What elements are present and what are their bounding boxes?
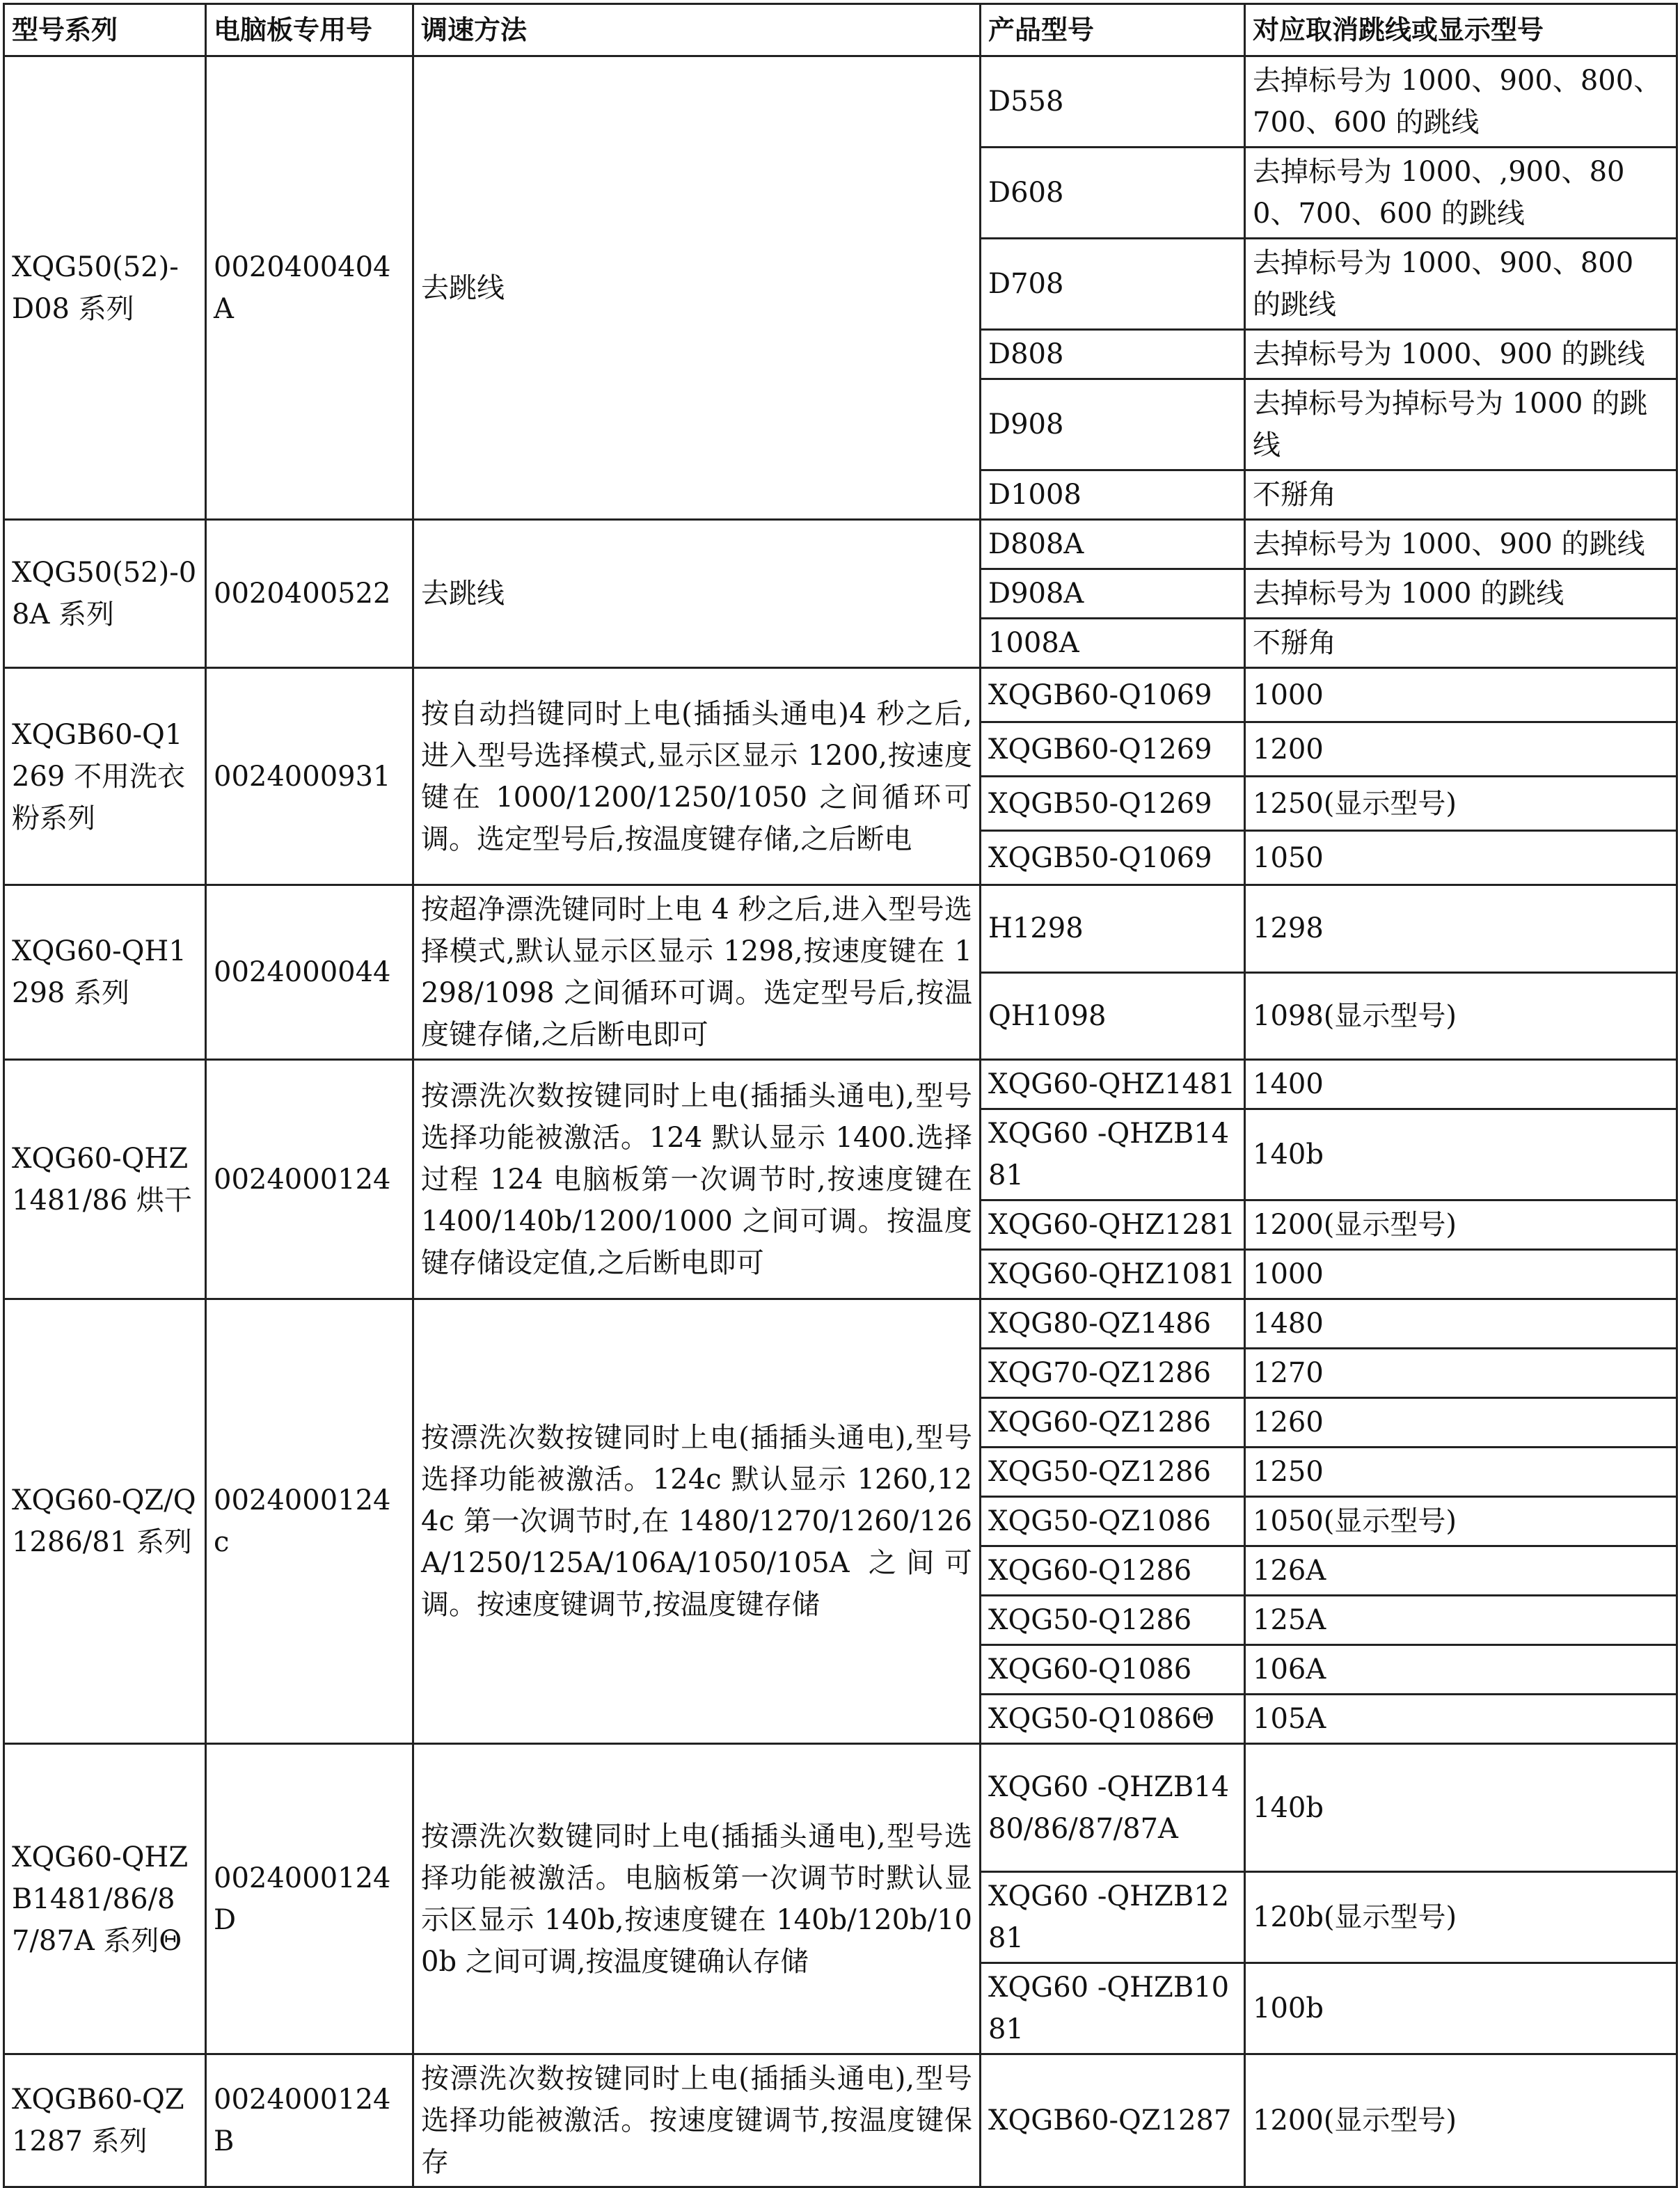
method-cell: 按漂洗次数按键同时上电(插插头通电),型号选择功能被激活。124 默认显示 1400.选择过程 124 电脑板第一次调节时,按速度键在 1400/140b/1200/1000 之间可调。按温度键存储设定值,之后断电即可 xyxy=(413,1060,981,1299)
product-cell: XQG70-QZ1286 xyxy=(981,1349,1245,1398)
product-cell: H1298 xyxy=(981,885,1245,973)
product-cell: XQG60-Q1286 xyxy=(981,1546,1245,1596)
series-cell: XQG60-QH1298 系列 xyxy=(4,885,206,1060)
method-cell: 按自动挡键同时上电(插插头通电)4 秒之后,进入型号选择模式,显示区显示 1200,按速度键在 1000/1200/1250/1050 之间循环可调。选定型号后,按温度键存储,之后断电 xyxy=(413,668,981,885)
header-row xyxy=(4,4,1677,56)
product-cell: QH1098 xyxy=(981,972,1245,1060)
display-cell: 1200(显示型号) xyxy=(1245,2054,1677,2187)
display-cell: 1000 xyxy=(1245,1250,1677,1299)
display-cell: 1298 xyxy=(1245,885,1677,973)
method-cell: 按漂洗次数按键同时上电(插插头通电),型号选择功能被激活。按速度键调节,按温度键保存 xyxy=(413,2054,981,2187)
method-cell: 按漂洗次数键同时上电(插插头通电),型号选择功能被激活。电脑板第一次调节时默认显示区显示 140b,按速度键在 140b/120b/100b 之间可调,按温度键确认存储 xyxy=(413,1744,981,2054)
display-cell: 去掉标号为掉标号为 1000 的跳线 xyxy=(1245,379,1677,470)
product-cell: D1008 xyxy=(981,470,1245,520)
display-cell: 1480 xyxy=(1245,1299,1677,1349)
product-cell: D908 xyxy=(981,379,1245,470)
product-cell: XQGB60-Q1269 xyxy=(981,722,1245,777)
product-cell: XQG60-QHZ1481 xyxy=(981,1060,1245,1109)
table-row xyxy=(4,1299,1677,1349)
header-series: 型号系列 xyxy=(4,4,206,56)
display-cell: 120b(显示型号) xyxy=(1245,1872,1677,1963)
product-cell: XQG60-Q1086 xyxy=(981,1645,1245,1695)
display-cell: 1250 xyxy=(1245,1448,1677,1497)
board-cell: 0020400522 xyxy=(206,520,413,668)
display-cell: 140b xyxy=(1245,1109,1677,1200)
display-cell: 1050(显示型号) xyxy=(1245,1497,1677,1546)
display-cell: 去掉标号为 1000 的跳线 xyxy=(1245,569,1677,619)
product-cell: XQG50-QZ1086 xyxy=(981,1497,1245,1546)
board-cell: 0024000124c xyxy=(206,1299,413,1744)
product-cell: XQG60 -QHZB1281 xyxy=(981,1872,1245,1963)
board-cell: 0024000931 xyxy=(206,668,413,885)
display-cell: 不掰角 xyxy=(1245,619,1677,668)
product-cell: XQG80-QZ1486 xyxy=(981,1299,1245,1349)
series-cell: XQG50(52)-D08 系列 xyxy=(4,56,206,520)
product-cell: XQGB60-QZ1287 xyxy=(981,2054,1245,2187)
product-cell: D808A xyxy=(981,520,1245,569)
board-cell: 0024000124B xyxy=(206,2054,413,2187)
display-cell: 去掉标号为 1000、,900、800、700、600 的跳线 xyxy=(1245,148,1677,239)
display-cell: 1270 xyxy=(1245,1349,1677,1398)
display-cell: 去掉标号为 1000、900、800 的跳线 xyxy=(1245,239,1677,330)
product-cell: XQG60 -QHZB1481 xyxy=(981,1109,1245,1200)
display-cell: 106A xyxy=(1245,1645,1677,1695)
display-cell: 1200 xyxy=(1245,722,1677,777)
product-cell: D808 xyxy=(981,330,1245,379)
display-cell: 1000 xyxy=(1245,668,1677,722)
table-row xyxy=(4,1744,1677,1872)
table-body xyxy=(4,56,1677,2187)
product-cell: XQG60-QZ1286 xyxy=(981,1398,1245,1448)
display-cell: 1250(显示型号) xyxy=(1245,777,1677,831)
method-cell: 去跳线 xyxy=(413,56,981,520)
display-cell: 125A xyxy=(1245,1596,1677,1645)
board-cell: 0020400404A xyxy=(206,56,413,520)
product-cell: XQGB50-Q1069 xyxy=(981,831,1245,885)
display-cell: 1200(显示型号) xyxy=(1245,1200,1677,1250)
header-board: 电脑板专用号 xyxy=(206,4,413,56)
product-cell: XQG60-QHZ1081 xyxy=(981,1250,1245,1299)
board-cell: 0024000124D xyxy=(206,1744,413,2054)
table-header xyxy=(4,4,1677,56)
display-cell: 105A xyxy=(1245,1695,1677,1744)
board-cell: 0024000124 xyxy=(206,1060,413,1299)
product-cell: XQG50-Q1286 xyxy=(981,1596,1245,1645)
table-row xyxy=(4,56,1677,148)
speed-config-table xyxy=(3,3,1678,2188)
product-cell: D708 xyxy=(981,239,1245,330)
display-cell: 1098(显示型号) xyxy=(1245,972,1677,1060)
product-cell: XQG60 -QHZB1480/86/87/87A xyxy=(981,1744,1245,1872)
series-cell: XQG60-QZ/Q1286/81 系列 xyxy=(4,1299,206,1744)
table-row xyxy=(4,520,1677,569)
display-cell: 去掉标号为 1000、900、800、700、600 的跳线 xyxy=(1245,56,1677,148)
series-cell: XQGB60-Q1269 不用洗衣粉系列 xyxy=(4,668,206,885)
display-cell: 126A xyxy=(1245,1546,1677,1596)
method-cell: 去跳线 xyxy=(413,520,981,668)
product-cell: XQG60-QHZ1281 xyxy=(981,1200,1245,1250)
header-product: 产品型号 xyxy=(981,4,1245,56)
display-cell: 去掉标号为 1000、900 的跳线 xyxy=(1245,330,1677,379)
display-cell: 1050 xyxy=(1245,831,1677,885)
display-cell: 100b xyxy=(1245,1963,1677,2054)
product-cell: XQGB50-Q1269 xyxy=(981,777,1245,831)
table-row xyxy=(4,1060,1677,1109)
table-row xyxy=(4,2054,1677,2187)
product-cell: D908A xyxy=(981,569,1245,619)
display-cell: 不掰角 xyxy=(1245,470,1677,520)
display-cell: 1400 xyxy=(1245,1060,1677,1109)
series-cell: XQG60-QHZB1481/86/87/87A 系列Θ xyxy=(4,1744,206,2054)
display-cell: 140b xyxy=(1245,1744,1677,1872)
board-cell: 0024000044 xyxy=(206,885,413,1060)
product-cell: XQG60 -QHZB1081 xyxy=(981,1963,1245,2054)
display-cell: 1260 xyxy=(1245,1398,1677,1448)
product-cell: XQG50-QZ1286 xyxy=(981,1448,1245,1497)
series-cell: XQG60-QHZ1481/86 烘干 xyxy=(4,1060,206,1299)
product-cell: D558 xyxy=(981,56,1245,148)
table-row xyxy=(4,668,1677,722)
display-cell: 去掉标号为 1000、900 的跳线 xyxy=(1245,520,1677,569)
series-cell: XQG50(52)-08A 系列 xyxy=(4,520,206,668)
method-cell: 按超净漂洗键同时上电 4 秒之后,进入型号选择模式,默认显示区显示 1298,按速度键在 1298/1098 之间循环可调。选定型号后,按温度键存储,之后断电即可 xyxy=(413,885,981,1060)
method-cell: 按漂洗次数按键同时上电(插插头通电),型号选择功能被激活。124c 默认显示 1260,124c 第一次调节时,在 1480/1270/1260/126A/1250/125A/106A/1050/105A 之间可调。按速度键调节,按温度键存储 xyxy=(413,1299,981,1744)
product-cell: XQGB60-Q1069 xyxy=(981,668,1245,722)
product-cell: 1008A xyxy=(981,619,1245,668)
product-cell: D608 xyxy=(981,148,1245,239)
product-cell: XQG50-Q1086Θ xyxy=(981,1695,1245,1744)
header-method: 调速方法 xyxy=(413,4,981,56)
series-cell: XQGB60-QZ1287 系列 xyxy=(4,2054,206,2187)
header-display: 对应取消跳线或显示型号 xyxy=(1245,4,1677,56)
table-row xyxy=(4,885,1677,973)
